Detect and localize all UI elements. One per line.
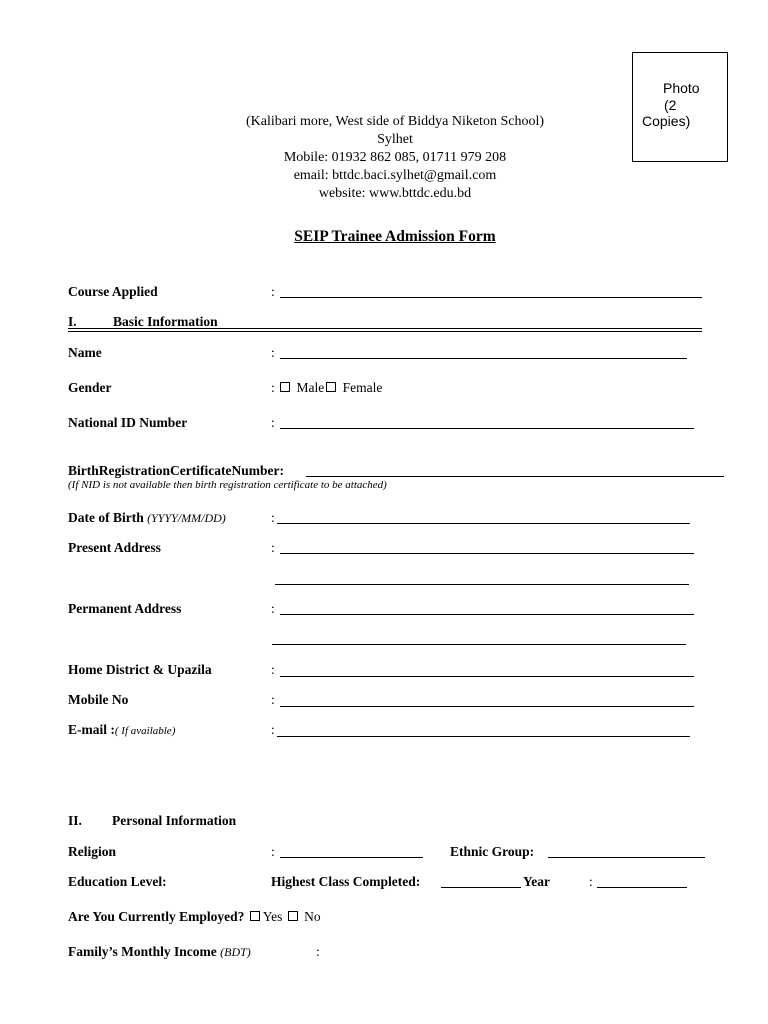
photo-copies: Copies) [642,113,691,129]
ethnic-label: Ethnic Group: [450,844,535,859]
email-colon: : [271,722,275,737]
email-field[interactable] [277,736,690,737]
mobile-no-label: Mobile No [68,692,129,707]
course-applied-field[interactable] [280,297,702,298]
mobile-no-field[interactable] [280,706,694,707]
ethnic-field[interactable] [548,857,705,858]
dob-format: (YYYY/MM/DD) [147,511,226,525]
mobile-no-colon: : [271,692,275,707]
present-address-field-1[interactable] [280,553,694,554]
header [0,113,768,203]
header-email: email: bttdc.baci.sylhet@gmail.com [293,168,497,183]
dob-field[interactable] [277,523,690,524]
home-district-field[interactable] [280,676,694,677]
religion-label: Religion [68,844,117,859]
header-website: website: www.bttdc.edu.bd [318,186,472,201]
present-address-field-2[interactable] [275,584,689,585]
present-address-colon: : [271,540,275,555]
gender-colon: : [271,380,275,395]
home-district-colon: : [271,662,275,677]
income-label: Family’s Monthly Income [68,944,217,959]
section1-number: I. [68,314,77,329]
religion-field[interactable] [280,857,423,858]
nid-field[interactable] [280,428,694,429]
highest-class-field[interactable] [441,887,521,888]
dob-colon: : [271,510,275,525]
name-label: Name [68,345,102,360]
course-applied-label: Course Applied [68,284,158,299]
education-label: Education Level: [68,874,167,889]
permanent-address-field-2[interactable] [272,644,686,645]
year-label: Year [523,874,550,889]
dob-label-group [68,510,226,526]
nid-label: National ID Number [68,415,188,430]
section2-title: Personal Information [112,813,237,828]
home-district-label: Home District & Upazila [68,662,212,677]
year-field[interactable] [597,887,687,888]
religion-colon: : [271,844,275,859]
permanent-address-colon: : [271,601,275,616]
male-label: Male [296,380,325,395]
gender-options [271,380,382,396]
header-address: (Kalibari more, West side of Biddya Niketon School) [246,114,544,129]
income-label-group [68,944,251,960]
email-label-group [68,722,175,738]
section1-rule-top [68,328,702,329]
photo-label: Photo [663,80,700,96]
name-colon: : [271,345,275,360]
course-applied-colon: : [271,284,275,299]
employed-label: Are You Currently Employed? [68,909,245,924]
female-label: Female [342,380,383,395]
income-colon: : [316,944,320,959]
birth-reg-note: (If NID is not available then birth registration certificate to be attached) [68,479,387,491]
permanent-address-label: Permanent Address [68,601,182,616]
form-title: SEIP Trainee Admission Form [294,228,496,245]
female-checkbox[interactable] [326,382,336,392]
birth-reg-label: BirthRegistrationCertificateNumber: [68,463,284,478]
year-colon: : [589,874,593,889]
header-city: Sylhet [377,132,413,147]
male-checkbox[interactable] [280,382,290,392]
birth-reg-field[interactable] [306,476,724,477]
email-note: ( If available) [114,725,176,737]
name-field[interactable] [280,358,687,359]
employed-no-checkbox[interactable] [288,911,298,921]
section1-rule-bottom [68,331,702,332]
photo-count: (2 [664,97,677,113]
employed-group [68,909,321,925]
nid-colon: : [271,415,275,430]
section2-number: II. [68,813,82,828]
highest-class-label: Highest Class Completed: [271,874,421,889]
income-unit: (BDT) [220,945,251,959]
section1-title: Basic Information [113,314,218,329]
employed-yes-checkbox[interactable] [250,911,260,921]
employed-yes-label: Yes [262,909,283,924]
email-label: E-mail : [68,722,115,737]
gender-label: Gender [68,380,112,395]
header-mobile: Mobile: 01932 862 085, 01711 979 208 [283,150,507,165]
permanent-address-field-1[interactable] [280,614,694,615]
dob-label: Date of Birth [68,510,144,525]
present-address-label: Present Address [68,540,161,555]
employed-no-label: No [304,909,321,924]
